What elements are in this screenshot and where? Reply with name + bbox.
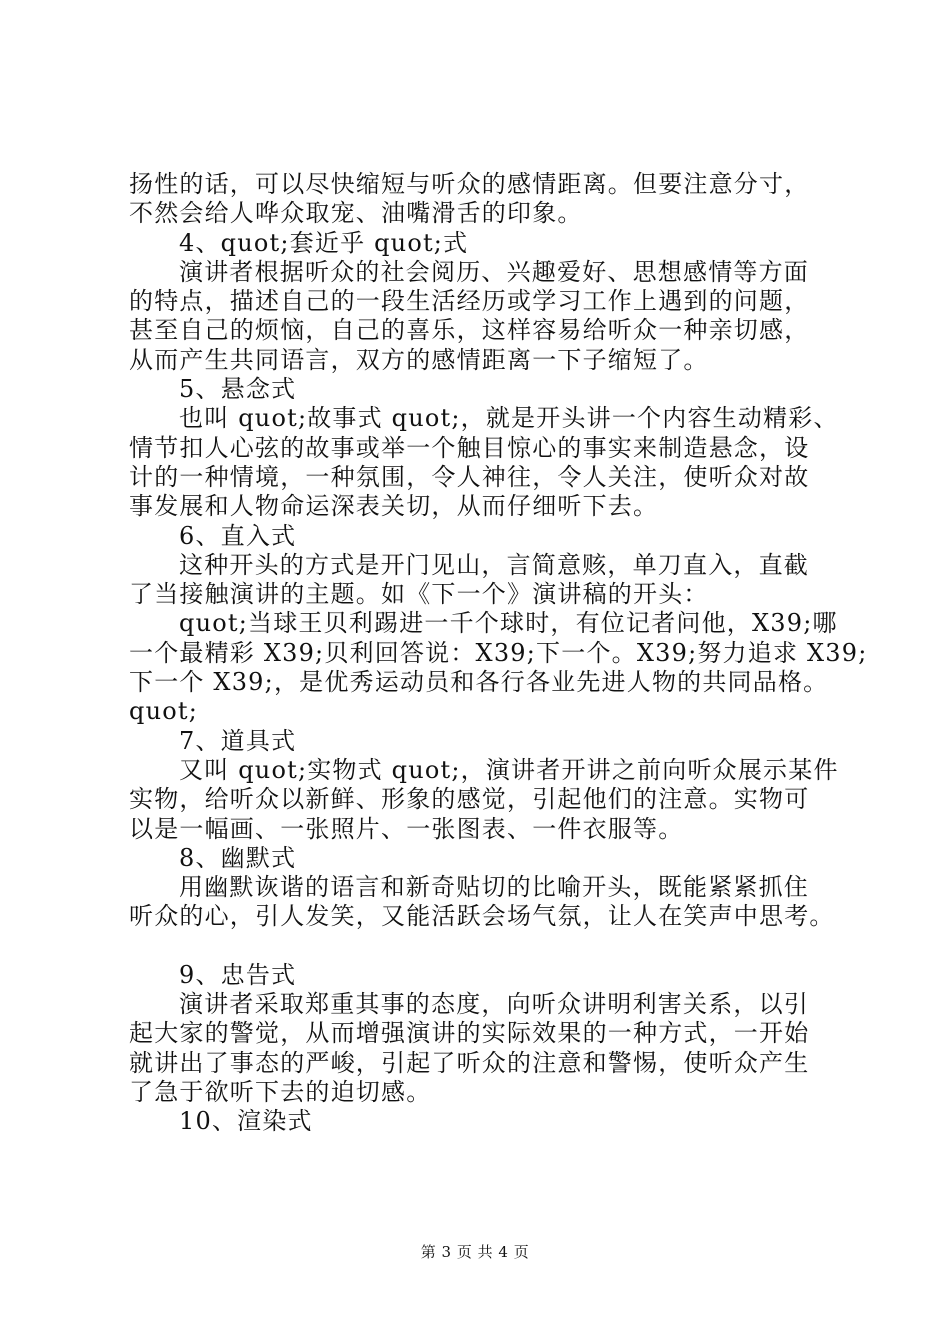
paragraph-line: 计的一种情境，一种氛围，令人神往，令人关注，使听众对故 (129, 462, 810, 491)
paragraph-line: 听众的心，引人发笑，又能活跃会场气氛，让人在笑声中思考。 (129, 902, 835, 931)
paragraph-line: 不然会给人哗众取宠、油嘴滑舌的印象。 (129, 199, 583, 228)
paragraph-line: 了急于欲听下去的迫切感。 (129, 1077, 432, 1106)
paragraph-line: 实物，给听众以新鲜、形象的感觉，引起他们的注意。实物可 (129, 785, 810, 814)
paragraph-gap (129, 932, 844, 961)
paragraph-line: 演讲者根据听众的社会阅历、兴趣爱好、思想感情等方面 (179, 257, 809, 286)
paragraph-line: 以是一幅画、一张照片、一张图表、一件衣服等。 (129, 814, 684, 843)
paragraph-line: 事发展和人物命运深表关切，从而仔细听下去。 (129, 492, 659, 521)
section-heading-5: 5、悬念式 (179, 375, 297, 404)
section-heading-4: 4、quot;套近乎 quot;式 (179, 228, 469, 257)
paragraph-line: 的特点，描述自己的一段生活经历或学习工作上遇到的问题， (129, 287, 810, 316)
section-heading-7: 7、道具式 (179, 726, 297, 755)
paragraph-line: 情节扣人心弦的故事或举一个触目惊心的事实来制造悬念，设 (129, 433, 810, 462)
paragraph-line: 起大家的警觉，从而增强演讲的实际效果的一种方式，一开始 (129, 1019, 810, 1048)
document-body (129, 170, 868, 1137)
paragraph-line: 从而产生共同语言，双方的感情距离一下子缩短了。 (129, 345, 709, 374)
quote-line: quot;当球王贝利踢进一千个球时，有位记者问他，X39;哪 (179, 609, 838, 638)
paragraph-line: 演讲者采取郑重其事的态度，向听众讲明利害关系，以引 (179, 990, 809, 1019)
section-heading-10: 10、渲染式 (179, 1107, 313, 1136)
paragraph-line: 也叫 quot;故事式 quot;，就是开头讲一个内容生动精彩、 (179, 404, 839, 433)
paragraph-line: 扬性的话，可以尽快缩短与听众的感情距离。但要注意分寸， (129, 170, 810, 198)
page-footer: 第 3 页 共 4 页 (420, 1243, 530, 1261)
quote-line: quot; (129, 697, 198, 726)
section-heading-6: 6、直入式 (179, 521, 297, 550)
quote-line: 下一个 X39;，是优秀运动员和各行各业先进人物的共同品格。 (129, 668, 829, 697)
paragraph-line: 用幽默诙谐的语言和新奇贴切的比喻开头，既能紧紧抓住 (179, 873, 809, 902)
section-heading-9: 9、忠告式 (179, 960, 297, 989)
section-heading-8: 8、幽默式 (179, 843, 297, 872)
paragraph-line: 就讲出了事态的严峻，引起了听众的注意和警惕，使听众产生 (129, 1048, 810, 1077)
quote-line: 一个最精彩 X39;贝利回答说：X39;下一个。X39;努力追求 X39; (129, 638, 868, 667)
paragraph-line: 又叫 quot;实物式 quot;，演讲者开讲之前向听众展示某件 (179, 755, 839, 784)
paragraph-line: 这种开头的方式是开门见山，言简意赅，单刀直入，直截 (179, 550, 809, 579)
paragraph-line: 了当接触演讲的主题。如《下一个》演讲稿的开头： (129, 580, 709, 609)
paragraph-line: 甚至自己的烦恼，自己的喜乐，这样容易给听众一种亲切感， (129, 316, 810, 345)
